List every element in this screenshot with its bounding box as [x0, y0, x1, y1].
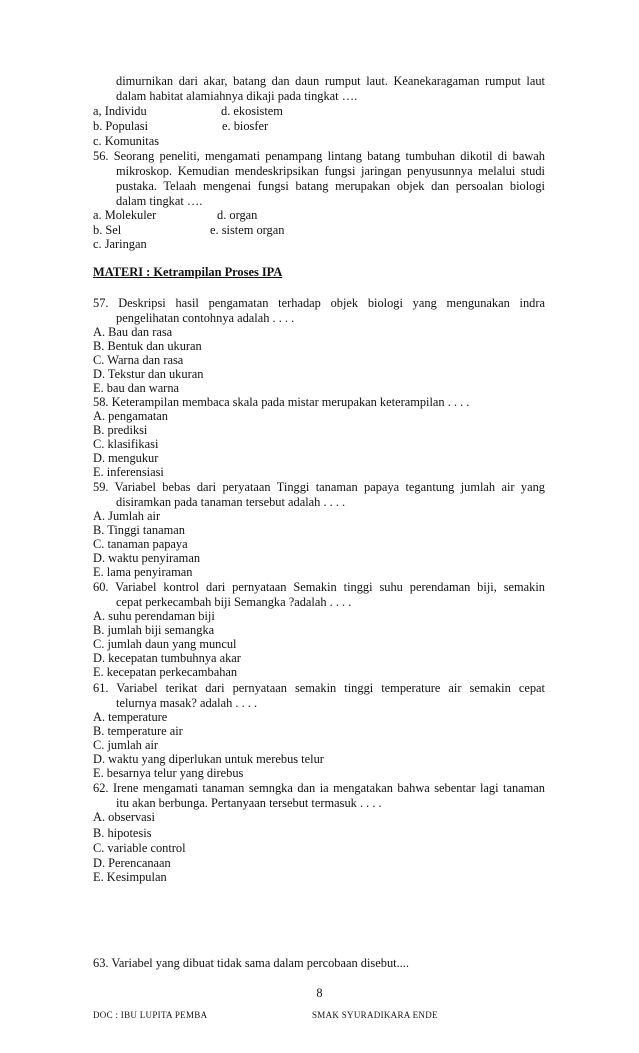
q57-option-b: B. Bentuk dan ukuran [93, 339, 202, 353]
q60-text-line-1: 60. Variabel kontrol dari pernyataan Semakin tinggi suhu perendaman biji, semakin [93, 580, 545, 594]
q58-option-a: A. pengamatan [93, 409, 169, 423]
q56-option-e: e. sistem organ [210, 223, 285, 237]
q60-option-d: D. kecepatan tumbuhnya akar [93, 651, 241, 665]
section-heading: MATERI : Ketrampilan Proses IPA [93, 265, 283, 279]
q57-option-d: D. Tekstur dan ukuran [93, 367, 204, 381]
q62-option-e: E. Kesimpulan [93, 870, 167, 884]
q58-option-b: B. prediksi [93, 423, 148, 437]
q58-text-line-1: 58. Keterampilan membaca skala pada mistar merupakan keterampilan . . . . [93, 395, 470, 409]
q56-text-line-3: pustaka. Telaah mengenai fungsi batang merupakan objek dan persoalan biologi [116, 179, 545, 193]
q56-option-c: c. Jaringan [93, 237, 147, 251]
q56-text-line-4: dalam tingkat …. [116, 194, 203, 208]
q60-option-c: C. jumlah daun yang muncul [93, 637, 237, 651]
q55-text-line-1: dimurnikan dari akar, batang dan daun rumput laut. Keanekaragaman rumput laut [116, 74, 545, 88]
q55-text-line-2: dalam habitat alamiahnya dikaji pada tingkat …. [116, 89, 358, 103]
q58-option-e: E. inferensiasi [93, 465, 164, 479]
q62-option-a: A. observasi [93, 810, 155, 824]
q56-text-line-1: 56. Seorang peneliti, mengamati penampang lintang batang tumbuhan dikotil di bawah [93, 149, 545, 163]
q57-option-c: C. Warna dan rasa [93, 353, 184, 367]
q57-option-e: E. bau dan warna [93, 381, 180, 395]
q55-option-d: d. ekosistem [221, 104, 283, 118]
q59-option-e: E. lama penyiraman [93, 565, 193, 579]
q56-text-line-2: mikroskop. Kemudian mendeskripsikan fungsi jaringan penyusunnya melalui studi [116, 164, 545, 178]
q59-option-c: C. tanaman papaya [93, 537, 188, 551]
q59-text-line-1: 59. Variabel bebas dari peryataan Tinggi tanaman papaya tegantung jumlah air yang [93, 480, 545, 494]
q58-option-d: D. mengukur [93, 451, 159, 465]
q61-option-e: E. besarnya telur yang direbus [93, 766, 244, 780]
footer-left: DOC : IBU LUPITA PEMBA [93, 1010, 208, 1020]
q61-option-b: B. temperature air [93, 724, 183, 738]
q56-option-b: b. Sel [93, 223, 122, 237]
q55-option-b: b. Populasi [93, 119, 149, 133]
q57-text-line-1: 57. Deskripsi hasil pengamatan terhadap objek biologi yang mengunakan indra [93, 296, 545, 310]
q61-option-d: D. waktu yang diperlukan untuk merebus telur [93, 752, 324, 766]
page-number: 8 [316, 986, 323, 1000]
q55-option-a: a, Individu [93, 104, 147, 118]
q62-text-line-1: 62. Irene mengamati tanaman semngka dan ia mengatakan bahwa sebentar lagi tanaman [93, 781, 545, 795]
q57-text-line-2: pengelihatan contohnya adalah . . . . [116, 311, 295, 325]
q61-option-a: A. temperature [93, 710, 168, 724]
q63-text-line-1: 63. Variabel yang dibuat tidak sama dalam percobaan disebut.... [93, 956, 409, 970]
q55-option-e: e. biosfer [222, 119, 269, 133]
q56-option-d: d. organ [217, 208, 258, 222]
q62-option-c: C. variable control [93, 841, 186, 855]
q60-option-b: B. jumlah biji semangka [93, 623, 215, 637]
q62-option-d: D. Perencanaan [93, 856, 171, 870]
q59-option-d: D. waktu penyiraman [93, 551, 201, 565]
q62-text-line-2: itu akan berbunga. Pertanyaan tersebut termasuk . . . . [116, 796, 382, 810]
q57-option-a: A. Bau dan rasa [93, 325, 173, 339]
q60-option-e: E. kecepatan perkecambahan [93, 665, 238, 679]
q56-option-a: a. Molekuler [93, 208, 157, 222]
q61-option-c: C. jumlah air [93, 738, 159, 752]
q59-option-b: B. Tinggi tanaman [93, 523, 185, 537]
q59-option-a: A. Jumlah air [93, 509, 161, 523]
q55-option-c: c. Komunitas [93, 134, 160, 148]
q61-text-line-1: 61. Variabel terikat dari pernyataan semakin tinggi temperature air semakin cepat [93, 681, 545, 695]
q62-option-b: B. hipotesis [93, 826, 152, 840]
q58-option-c: C. klasifikasi [93, 437, 159, 451]
footer-right: SMAK SYURADIKARA ENDE [312, 1010, 438, 1020]
q61-text-line-2: telurnya masak? adalah . . . . [116, 696, 258, 710]
q60-text-line-2: cepat perkecambah biji Semangka ?adalah . . . . [116, 595, 352, 609]
q59-text-line-2: disiramkan pada tanaman tersebut adalah . . . . [116, 495, 346, 509]
q60-option-a: A. suhu perendaman biji [93, 609, 215, 623]
